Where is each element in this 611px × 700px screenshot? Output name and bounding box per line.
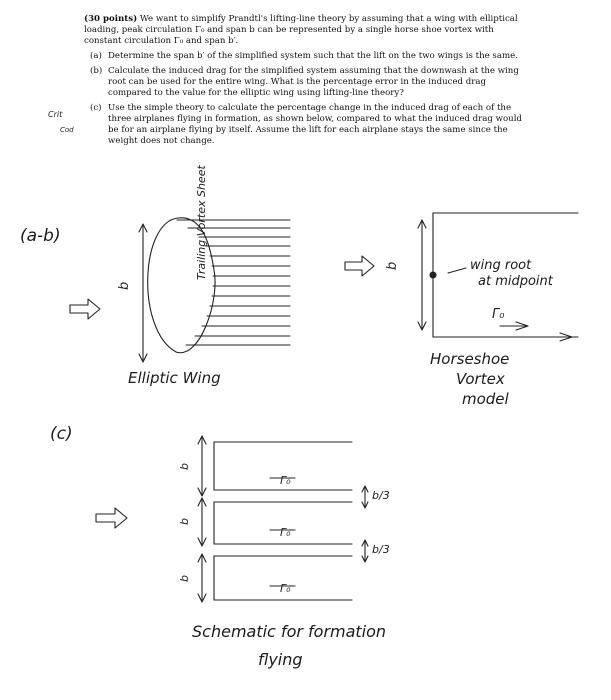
lead-text: We want to simplify Prandtl's lifting-line theory by assuming that a wing with elliptical loading, peak circulation Γ₀ and span b can be represented by a single horse shoe vortex with constant circulation Γ₀ and span b′.	[84, 14, 518, 46]
svg-text:Γ₀: Γ₀	[280, 582, 291, 595]
label-schematic: Schematic for formation	[192, 622, 387, 641]
formation-plane-1	[178, 436, 352, 496]
part-b-label: (b)	[90, 66, 103, 76]
formation-plane-3	[178, 554, 352, 602]
label-flying: flying	[258, 650, 303, 669]
part-c-text: Use the simple theory to calculate the percentage change in the induced drag of each of the three airplanes flying in formation, as shown below, compared to what the induced drag would be for an airplane flying by itself. Assume the lift for each airplane stays the same since the weight does not change.	[108, 103, 522, 146]
margin-note-cod: Cod	[60, 126, 74, 134]
label-model: model	[462, 390, 509, 408]
label-at-midpoint: at midpoint	[478, 274, 553, 289]
part-a-label: (a)	[90, 51, 102, 61]
svg-text:b: b	[178, 518, 191, 525]
label-horseshoe: Horseshoe	[430, 350, 510, 368]
wing-root-point	[430, 272, 436, 278]
trailing-vortex-lines	[177, 220, 290, 345]
flow-arrow-ab-left	[70, 299, 100, 319]
svg-text:b: b	[178, 463, 191, 470]
elliptic-b-symbol: b	[117, 281, 132, 290]
part-c-label: (c)	[90, 103, 102, 113]
part-b-text: Calculate the induced drag for the simplified system assuming that the downwash at the wing root can be used for the entire wing. What is the percentage error in the induced drag compared to the value for the elliptic wing using lifting-line theory?	[108, 66, 519, 98]
points-label: (30 points)	[84, 14, 138, 24]
svg-text:Γ₀: Γ₀	[280, 474, 291, 487]
formation-plane-2	[178, 498, 352, 546]
svg-text:Γ₀: Γ₀	[280, 526, 291, 539]
margin-note-criteria: Crit	[48, 110, 63, 119]
horseshoe-gamma: Γ₀	[492, 307, 505, 322]
label-b-third-2: b/3	[372, 543, 390, 556]
label-c: (c)	[50, 424, 73, 444]
formation-drawing	[96, 436, 368, 602]
label-wing-root: wing root	[470, 258, 532, 273]
svg-text:b: b	[178, 575, 191, 582]
label-b-third-1: b/3	[372, 489, 390, 502]
elliptic-wing-drawing	[70, 218, 290, 362]
label-trailing-vortex: Trailing Vortex Sheet	[195, 165, 208, 280]
label-vortex: Vortex	[456, 370, 505, 388]
flow-arrow-ab-right	[345, 256, 374, 276]
label-ab: (a-b)	[20, 226, 61, 246]
part-a-text: Determine the span b′ of the simplified system such that the lift on the two wings is the same.	[108, 51, 518, 61]
flow-arrow-c	[96, 508, 127, 528]
label-elliptic-wing: Elliptic Wing	[128, 369, 221, 387]
horseshoe-b-symbol: b	[385, 261, 400, 270]
